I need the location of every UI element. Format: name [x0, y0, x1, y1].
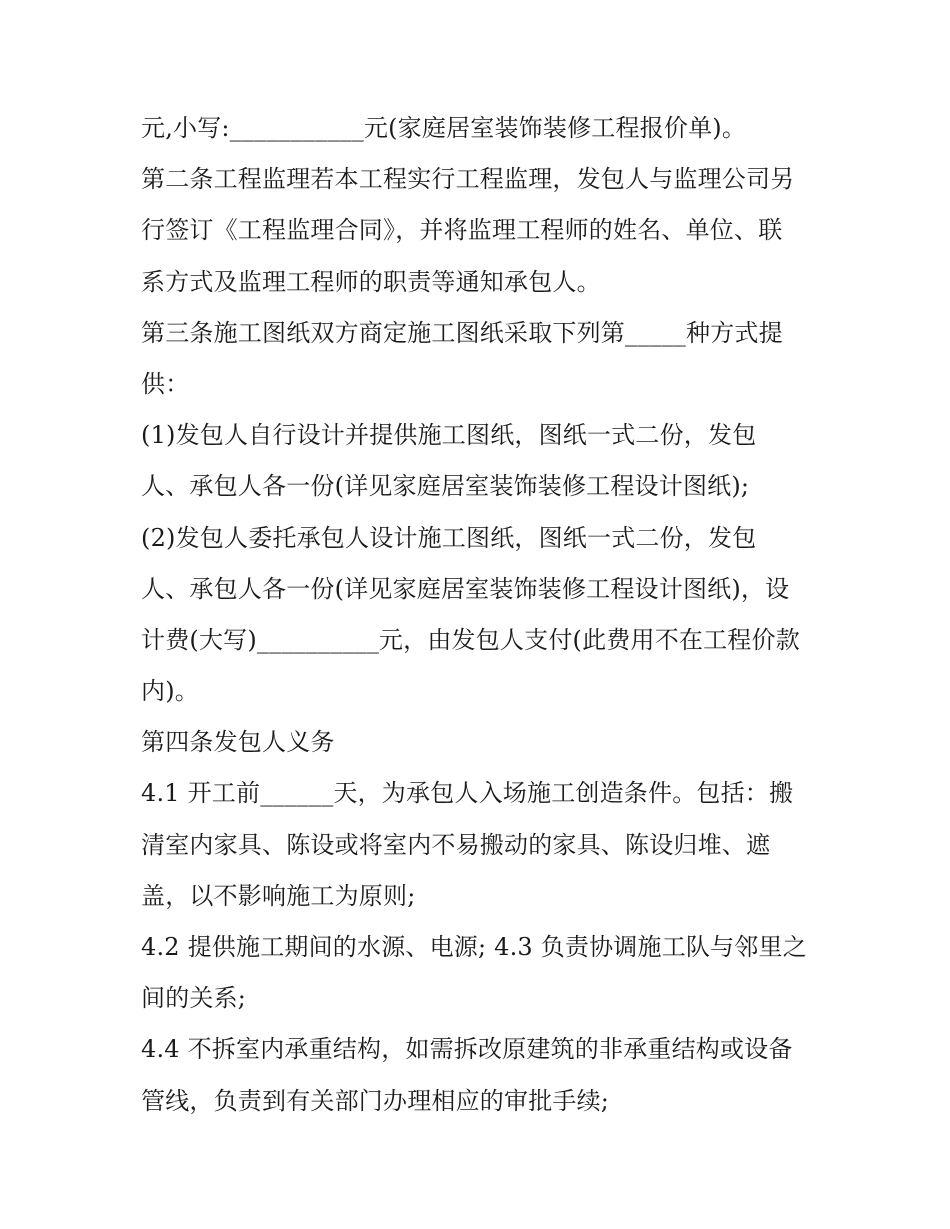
- text-line: (1)发包人自行设计并提供施工图纸，图纸一式二份，发包: [141, 421, 757, 450]
- text-line: 盖，以不影响施工为原则;: [141, 881, 416, 910]
- text-line: 清室内家具、陈设或将室内不易搬动的家具、陈设归堆、遮: [141, 830, 771, 859]
- text-line: 4.2 提供施工期间的水源、电源; 4.3 负责协调施工队与邻里之: [141, 933, 807, 961]
- text-line: 元,小写:___________元(家庭居室装饰装修工程报价单)。: [141, 114, 747, 142]
- text-line: 行签订《工程监理合同》，并将监理工程师的姓名、单位、联: [141, 216, 783, 245]
- text-line: 间的关系;: [141, 984, 247, 1013]
- text-line: 第三条施工图纸双方商定施工图纸采取下列第_____种方式提: [141, 318, 783, 347]
- text-line: 计费(大写)__________元，由发包人支付(此费用不在工程价款: [141, 625, 800, 654]
- text-line: 管线，负责到有关部门办理相应的审批手续;: [141, 1086, 610, 1115]
- text-line: 4.1 开工前______天，为承包人入场施工创造条件。包括：搬: [141, 779, 794, 808]
- text-line: 第四条发包人义务: [141, 728, 335, 757]
- text-line: 4.4 不拆室内承重结构，如需拆改原建筑的非承重结构或设备: [141, 1035, 793, 1064]
- text-line: 第二条工程监理若本工程实行工程监理，发包人与监理公司另: [141, 165, 795, 194]
- text-line: 供：: [141, 369, 190, 398]
- text-line: (2)发包人委托承包人设计施工图纸，图纸一式二份，发包: [141, 523, 757, 552]
- document-body: [141, 103, 831, 1127]
- text-line: 人、承包人各一份(详见家庭居室装饰装修工程设计图纸)，设: [141, 574, 790, 603]
- text-line: 人、承包人各一份(详见家庭居室装饰装修工程设计图纸);: [141, 472, 750, 501]
- text-line: 内)。: [141, 677, 199, 706]
- text-line: 系方式及监理工程师的职责等通知承包人。: [141, 267, 601, 296]
